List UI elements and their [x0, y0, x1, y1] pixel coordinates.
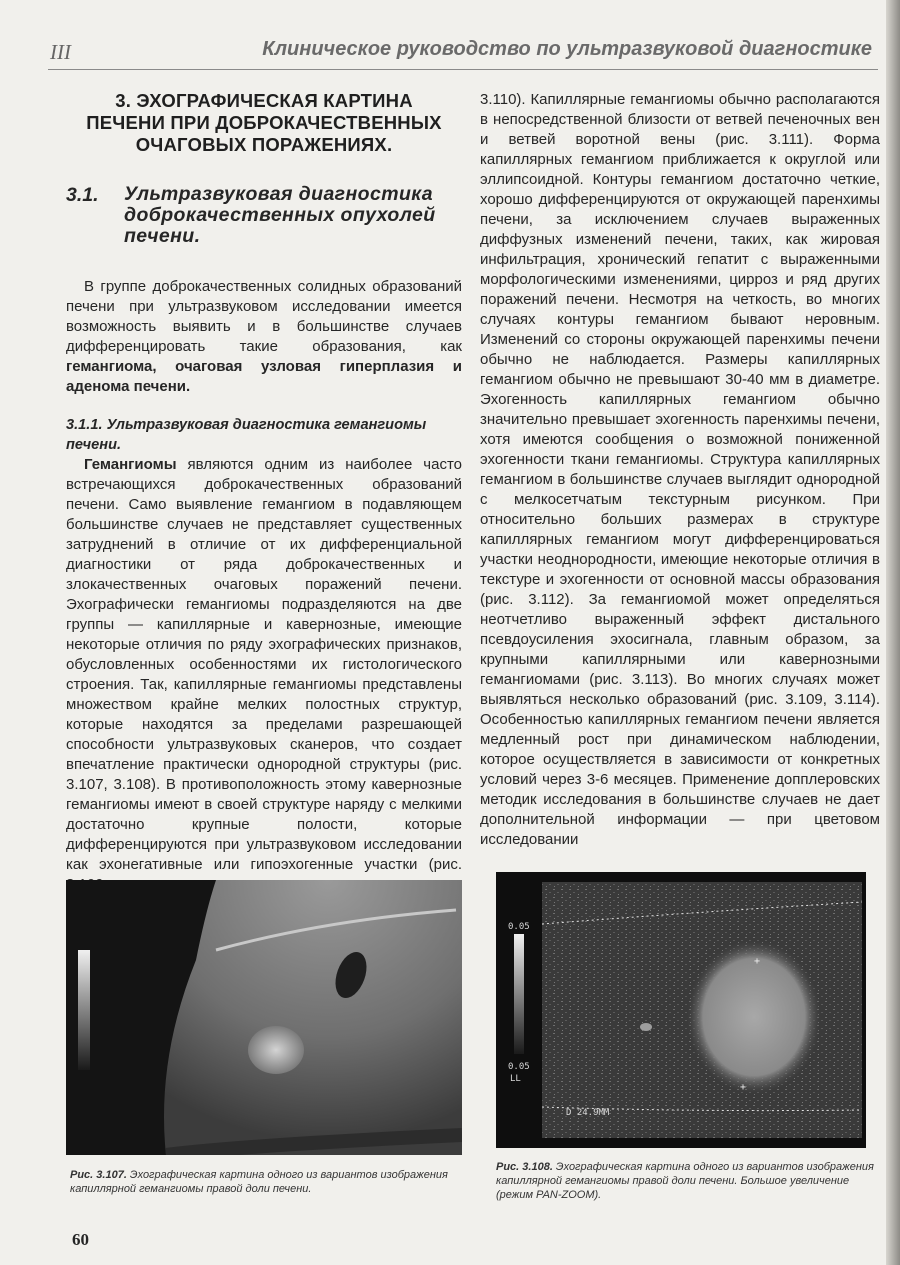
left-body-text: являются одним из наиболее часто встречающихся доброкачественных образований печени. Само выявление гемангиом в подавляющем большинстве случаев не представляет существенных затруднений в отличие от их дифференциальной диагностики от ряда доброкачественных и злокачественных очаговых поражений печени. Эхографически гемангиомы подразделяются на две группы — капиллярные и кавернозные, имеющие некоторые отличия по ряду эхографических признаков, обусловленных особенностями их гистологического строения. Так, капиллярные гемангиомы представлены множеством крайне мелких полостных структур, которые находятся за пределами разрешающей способности ультразвуковых сканеров, что создает впечатление практически однородной структуры (рис. 3.107, 3.108). В противоположность этому кавернозные гемангиомы имеют в своей структуре наряду с мелкими достаточно крупные полости, которые дифференцируются при ультразвуковом исследовании как эхонегативные или гипоэхогенные участки (рис.	[66, 456, 462, 873]
caption-text-107: Эхографическая картина одного из вариантов изображения капиллярной гемангиомы правой доли печени.	[70, 1169, 448, 1195]
caption-text-108: Эхографическая картина одного из вариантов изображения капиллярной гемангиомы правой доли печени. Большое увеличение (режим PAN-ZOOM).	[496, 1161, 874, 1201]
caption-3-107	[70, 1168, 462, 1196]
hemangioma-term: Гемангиомы	[84, 456, 177, 473]
intro-bold-terms: гемангиома, очаговая узловая гиперплазия и аденома печени.	[66, 358, 462, 395]
subsection-title: 3.1.1. Ультразвуковая диагностика гемангиомы печени.	[66, 417, 427, 453]
left-column	[66, 90, 462, 895]
caption-label-108: Рис. 3.108.	[496, 1161, 553, 1173]
right-column	[480, 90, 880, 850]
ultrasound-image-107	[66, 880, 462, 1155]
figure-3-107-ultrasound	[66, 880, 462, 1155]
section-heading	[66, 184, 462, 247]
caption-label-107: Рис. 3.107.	[70, 1169, 127, 1181]
svg-text:+: +	[740, 1082, 747, 1093]
running-header	[48, 28, 878, 70]
svg-text:+: +	[754, 956, 761, 967]
ultrasound-image-108	[496, 872, 866, 1148]
chapter-title: 3. ЭХОГРАФИЧЕСКАЯ КАРТИНА ПЕЧЕНИ ПРИ ДОБРОКАЧЕСТВЕННЫХ ОЧАГОВЫХ ПОРАЖЕНИЯХ.	[86, 90, 442, 155]
overlay-scale-ll: LL	[510, 1074, 521, 1084]
section-number: 3.1.	[66, 184, 99, 206]
intro-paragraph	[66, 277, 462, 397]
part-number: III	[50, 40, 71, 64]
section-title: Ультразвуковая диагностика доброкачественных опухолей печени.	[124, 183, 436, 247]
overlay-distance: D 24.9MM	[566, 1108, 610, 1118]
left-body-paragraph	[66, 455, 462, 895]
page-number: 60	[72, 1230, 89, 1249]
book-title: Клиническое руководство по ультразвуковой диагностике	[262, 38, 872, 60]
page-edge-shadow	[886, 0, 900, 1265]
right-body-paragraph: 3.110). Капиллярные гемангиомы обычно располагаются в непосредственной близости от ветвей печеночных вен и ветвей воротной вены (рис. 3.111). Форма капиллярных гемангиом приближается к округлой или эллипсоидной. Контуры гемангиом достаточно четкие, хорошо дифференцируются от окружающей паренхимы печени, за исключением случаев выраженных диффузных изменений печени, таких, как жировая инфильтрация, хронический гепатит с выраженными морфологическими изменениями, цирроз и ряд других поражений печени. Несмотря на четкость, во многих случаях контуры гемангиом бывают неровным. Изменений со стороны окружающей паренхимы печени обычно не наблюдается. Размеры капиллярных гемангиом обычно не превышают 30-40 мм в диаметре. Эхогенность капиллярных гемангиом обычно значительно превышает эхогенность паренхимы печени, хотя имеются сообщения о возможной пониженной эхогенности ткани гемангиомы. Структура капиллярных гемангиом в большинстве случаев выглядит однородной с мелкосетчатым текстурным рисунком. При относительно больших размерах в структуре капиллярных гемангиом могут дифференцироваться участки неоднородности, имеющие некоторые отличия в текстуре и эхогенности от основной массы образования (рис. 3.112). За гемангиомой может определяться неотчетливо выраженный эффект дистального псевдоусиления эхосигнала, главным образом, за крупными капиллярными или кавернозными гемангиомами (рис. 3.113). Во многих случаях может выявляться несколько образований (рис. 3.109, 3.114). Особенностью капиллярных гемангиом печени является медленный рост при динамическом наблюдении, которое осуществляется в зависимости от конкретных условий через 3-6 месяцев. Применение допплеровских методик исследования в большинстве случаев не дает дополнительной информации — при цветовом исследовании	[480, 91, 880, 848]
intro-text: В группе доброкачественных солидных образований печени при ультразвуковом исследовании имеется возможность выявить и в большинстве случаев дифференцировать такие образования, как	[66, 278, 462, 355]
overlay-scale-mid: 0.05	[508, 1062, 530, 1072]
caption-3-108	[496, 1160, 876, 1202]
overlay-scale-top: 0.05	[508, 922, 530, 932]
figure-3-108-ultrasound	[496, 872, 866, 1148]
